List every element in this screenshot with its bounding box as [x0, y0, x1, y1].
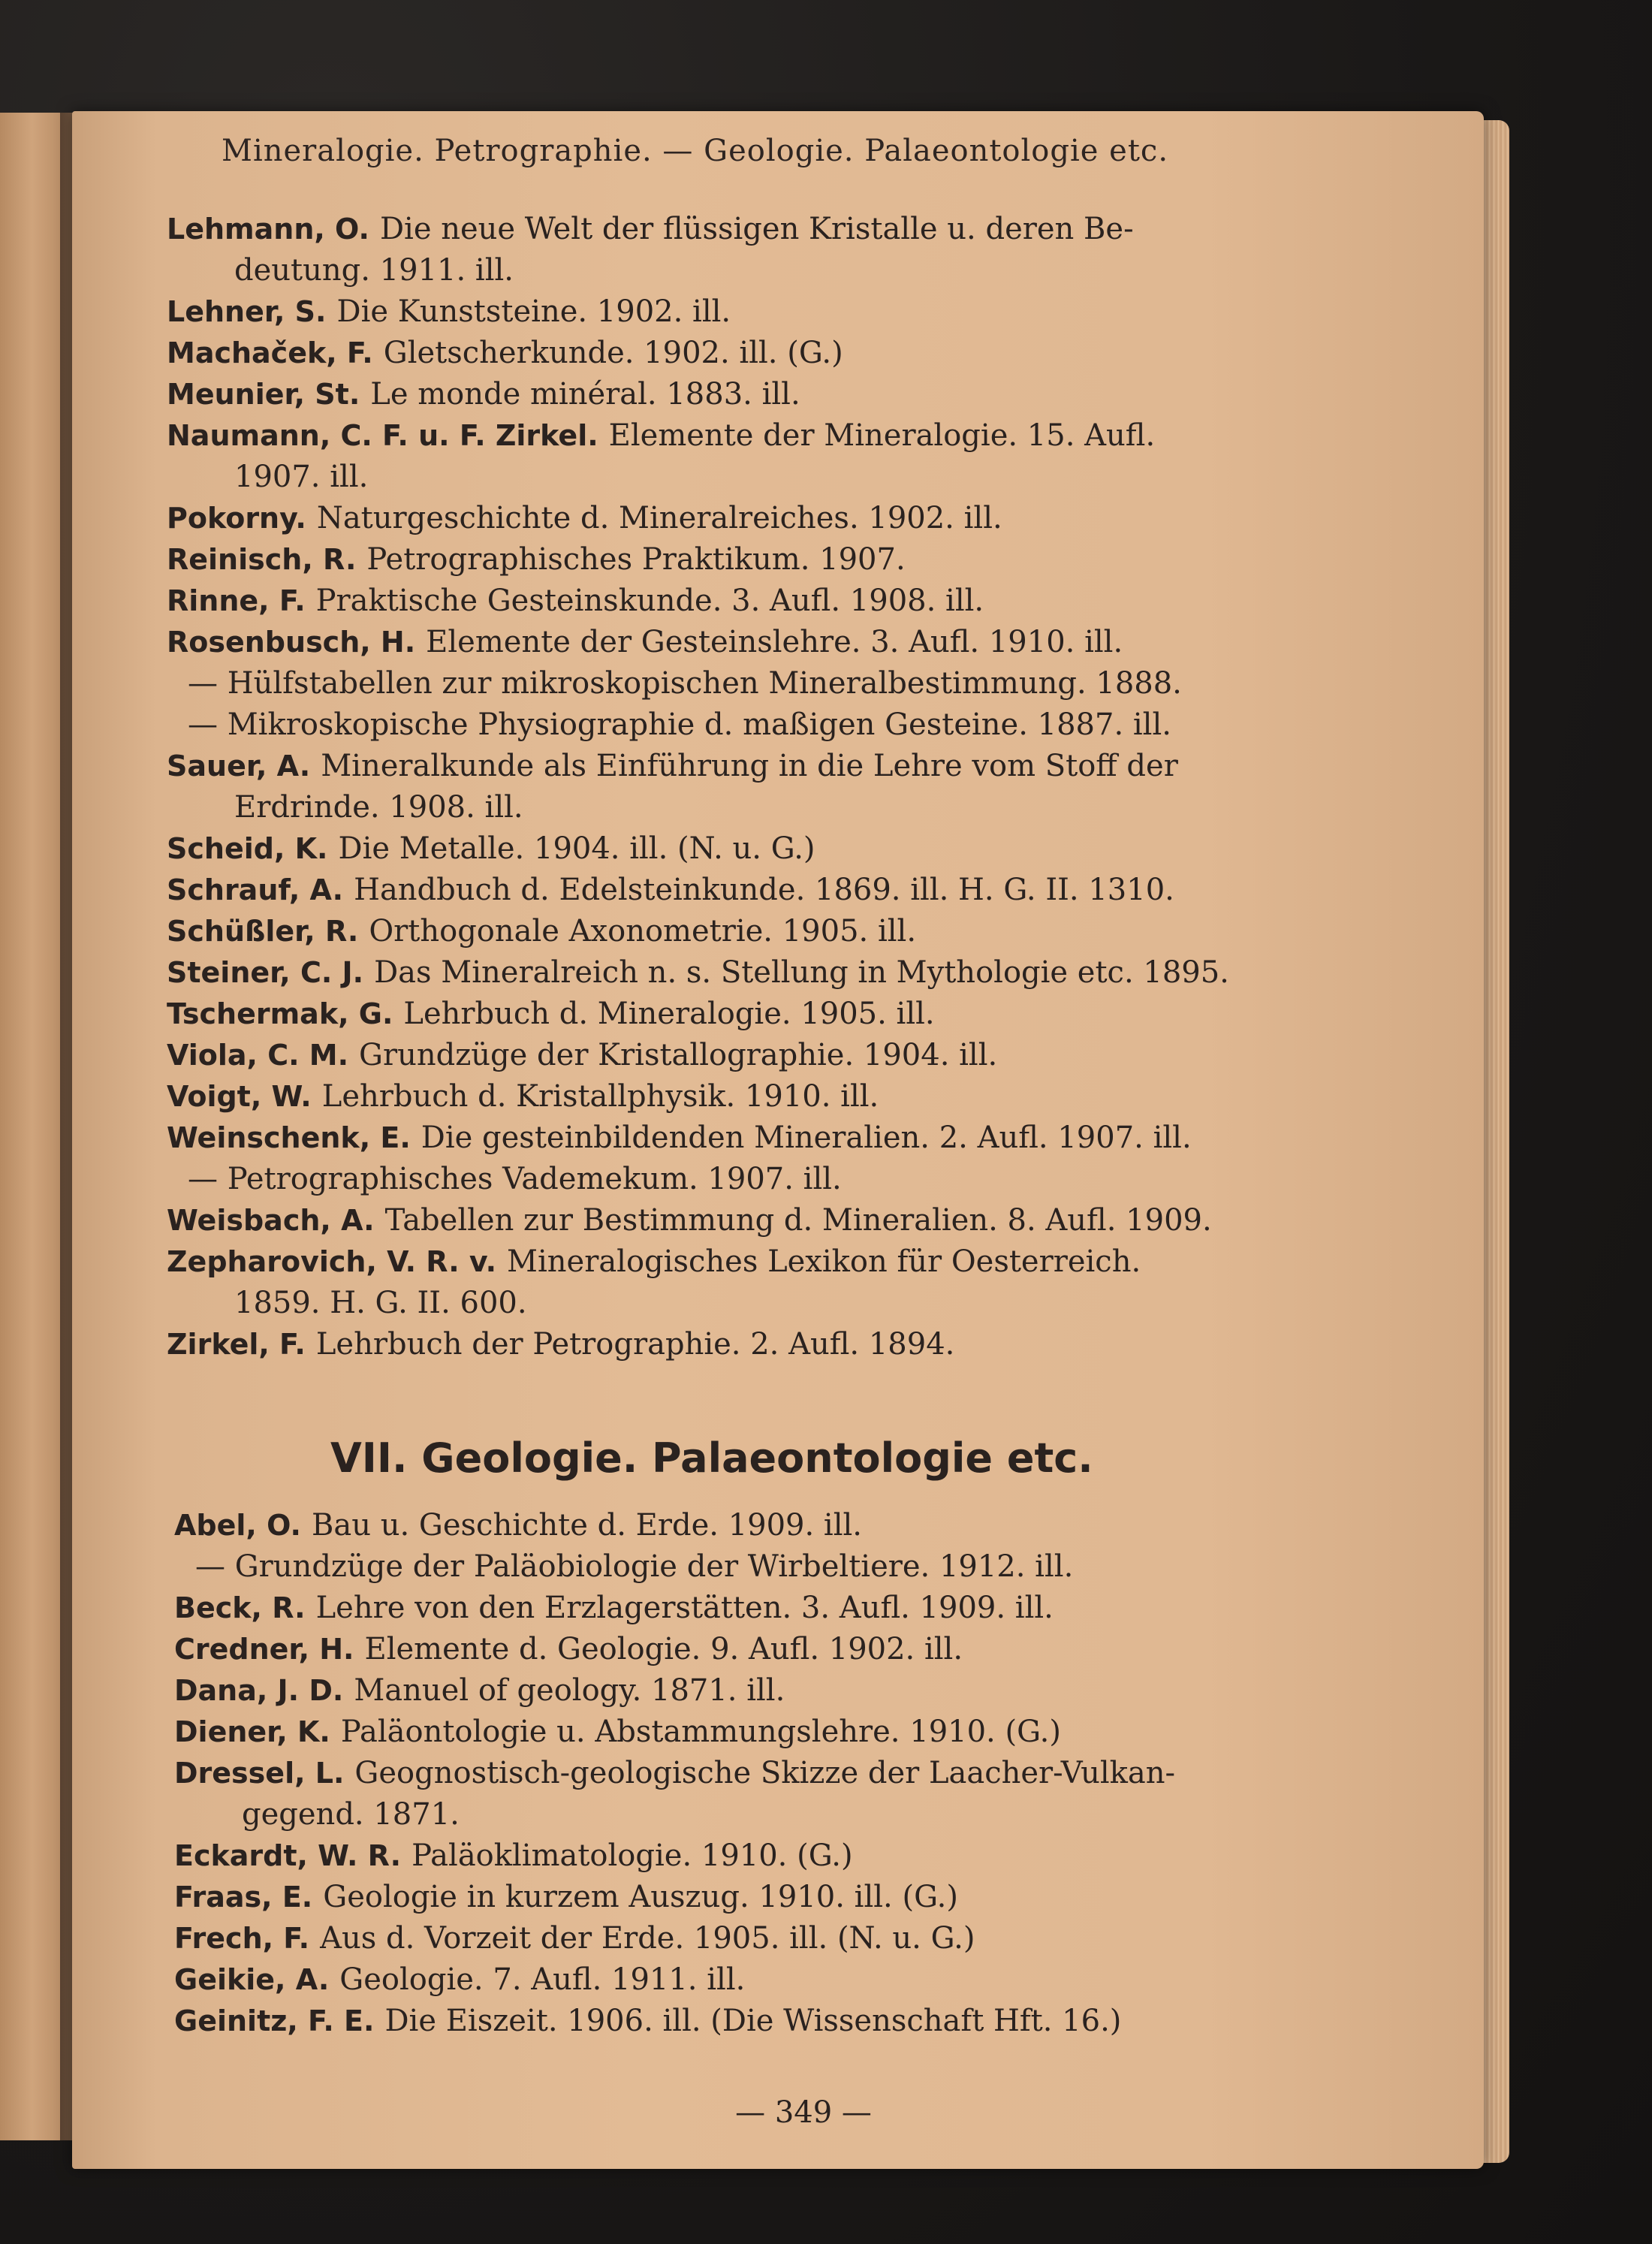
entry-author: Abel, O. [174, 1509, 301, 1542]
entry-title: Tabellen zur Bestimmung d. Mineralien. 8. Aufl. 1909. [384, 1203, 1212, 1238]
entry-author: Steiner, C. J. [167, 956, 364, 989]
entry-title: Lehrbuch d. Mineralogie. 1905. ill. [403, 997, 935, 1031]
entry-author: Eckardt, W. R. [174, 1839, 402, 1872]
entry-author: Scheid, K. [167, 832, 328, 865]
entry-author: Diener, K. [174, 1715, 330, 1748]
entry-author: Geikie, A. [174, 1963, 330, 1996]
entry-title: — Mikroskopische Physiographie d. maßigen Gesteine. 1887. ill. [188, 707, 1171, 742]
bibliography-entry [167, 250, 1316, 291]
entry-author: Dressel, L. [174, 1757, 345, 1790]
entry-author: Beck, R. [174, 1591, 306, 1624]
entry-author: Reinisch, R. [167, 543, 357, 576]
bibliography-entry [167, 622, 1316, 663]
bibliography-entry [167, 1241, 1316, 1283]
bibliography-entry [167, 209, 1316, 250]
bibliography-entry [167, 911, 1316, 952]
bibliography-entry [167, 581, 1316, 622]
entry-title: Erdrinde. 1908. ill. [234, 790, 523, 825]
entry-author: Geinitz, F. E. [174, 2004, 375, 2037]
bibliography-entry [167, 457, 1316, 498]
entry-author: Tschermak, G. [167, 997, 393, 1030]
bibliography-entry [167, 870, 1316, 911]
bibliography-entry [167, 1324, 1316, 1365]
entry-title: Geologie in kurzem Auszug. 1910. ill. (G.) [323, 1880, 958, 1914]
entry-title: 1859. H. G. II. 600. [234, 1286, 527, 1320]
entry-title: Lehrbuch d. Kristallphysik. 1910. ill. [321, 1079, 879, 1114]
bibliography-entry [167, 539, 1316, 581]
bibliography-entry [167, 333, 1316, 374]
running-head: Mineralogie. Petrographie. — Geologie. Palaeontologie etc. [222, 134, 1169, 168]
bibliography-entry [167, 952, 1316, 994]
entry-title: Geologie. 7. Aufl. 1911. ill. [339, 1962, 746, 1997]
entry-author: Meunier, St. [167, 378, 360, 411]
bibliography-list-mineralogy [167, 209, 1316, 1365]
entry-author: Naumann, C. F. u. F. Zirkel. [167, 419, 598, 452]
entry-author: Weinschenk, E. [167, 1121, 411, 1154]
bibliography-entry [174, 1794, 1323, 1835]
bibliography-entry [167, 994, 1316, 1035]
entry-title: deutung. 1911. ill. [234, 253, 514, 288]
bibliography-entry [174, 1712, 1323, 1753]
bibliography-entry [167, 1035, 1316, 1076]
entry-title: Die Kunststeine. 1902. ill. [336, 294, 731, 329]
bibliography-entry [167, 1076, 1316, 1117]
bibliography-entry [174, 1877, 1323, 1918]
bibliography-entry [167, 704, 1316, 746]
bibliography-entry [167, 1117, 1316, 1159]
bibliography-entry [167, 1159, 1316, 1200]
entry-title: Handbuch d. Edelsteinkunde. 1869. ill. H. G. II. 1310. [354, 873, 1174, 907]
entry-title: Die Metalle. 1904. ill. (N. u. G.) [338, 831, 815, 866]
entry-title: Grundzüge der Kristallographie. 1904. ill. [359, 1038, 998, 1072]
entry-title: Geognostisch-geologische Skizze der Laacher-Vulkan- [354, 1756, 1176, 1790]
entry-title: Das Mineralreich n. s. Stellung in Mythologie etc. 1895. [374, 955, 1229, 990]
bibliography-entry [174, 1835, 1323, 1877]
entry-author: Viola, C. M. [167, 1039, 349, 1072]
entry-title: Le monde minéral. 1883. ill. [370, 377, 800, 412]
entry-author: Sauer, A. [167, 750, 311, 783]
bibliography-list-geology [174, 1505, 1323, 2042]
previous-page-edge [0, 113, 64, 2140]
bibliography-entry [174, 1629, 1323, 1670]
entry-author: Machaček, F. [167, 336, 373, 369]
entry-author: Fraas, E. [174, 1881, 313, 1914]
entry-title: Die neue Welt der flüssigen Kristalle u. deren Be- [379, 212, 1134, 246]
bibliography-entry [167, 787, 1316, 828]
entry-title: Orthogonale Axonometrie. 1905. ill. [369, 914, 917, 949]
entry-author: Zirkel, F. [167, 1328, 306, 1361]
entry-author: Lehmann, O. [167, 213, 369, 246]
entry-title: Lehre von den Erzlagerstätten. 3. Aufl. 1909. ill. [315, 1591, 1054, 1625]
bibliography-entry [174, 1546, 1323, 1588]
entry-title: Elemente d. Geologie. 9. Aufl. 1902. ill. [364, 1632, 963, 1666]
bibliography-entry [174, 1670, 1323, 1712]
entry-title: Paläontologie u. Abstammungslehre. 1910. (G.) [340, 1715, 1061, 1749]
entry-title: Die gesteinbildenden Mineralien. 2. Aufl. 1907. ill. [421, 1120, 1192, 1155]
section-heading: VII. Geologie. Palaeontologie etc. [330, 1434, 1093, 1482]
entry-title: Mineralogisches Lexikon für Oesterreich. [507, 1244, 1141, 1279]
entry-author: Rosenbusch, H. [167, 626, 416, 659]
bibliography-entry [167, 374, 1316, 415]
bibliography-entry [167, 663, 1316, 704]
entry-title: Gletscherkunde. 1902. ill. (G.) [383, 336, 843, 370]
entry-title: — Hülfstabellen zur mikroskopischen Mineralbestimmung. 1888. [188, 666, 1182, 701]
bibliography-entry [174, 1918, 1323, 1959]
entry-author: Pokorny. [167, 502, 306, 535]
bibliography-entry [167, 1200, 1316, 1241]
entry-author: Schüßler, R. [167, 915, 359, 948]
page-number: — 349 — [735, 2095, 872, 2130]
entry-title: Praktische Gesteinskunde. 3. Aufl. 1908. ill. [315, 584, 984, 618]
bibliography-entry [167, 498, 1316, 539]
entry-title: Mineralkunde als Einführung in die Lehre vom Stoff der [321, 749, 1178, 783]
entry-author: Lehner, S. [167, 295, 327, 328]
bibliography-entry [167, 291, 1316, 333]
entry-title: Elemente der Mineralogie. 15. Aufl. [608, 418, 1156, 453]
entry-title: Petrographisches Praktikum. 1907. [366, 542, 906, 577]
entry-title: 1907. ill. [234, 460, 369, 494]
bibliography-entry [174, 1959, 1323, 2001]
entry-title: Naturgeschichte d. Mineralreiches. 1902. ill. [316, 501, 1002, 535]
entry-title: — Petrographisches Vademekum. 1907. ill. [188, 1162, 842, 1196]
entry-title: Aus d. Vorzeit der Erde. 1905. ill. (N. u. G.) [320, 1921, 975, 1956]
bibliography-entry [167, 1283, 1316, 1324]
entry-author: Zepharovich, V. R. v. [167, 1245, 497, 1278]
entry-author: Dana, J. D. [174, 1674, 344, 1707]
entry-author: Voigt, W. [167, 1080, 312, 1113]
bibliography-entry [174, 1505, 1323, 1546]
bibliography-entry [167, 415, 1316, 457]
entry-author: Credner, H. [174, 1633, 354, 1666]
entry-title: Elemente der Gesteinslehre. 3. Aufl. 1910. ill. [426, 625, 1123, 659]
entry-title: Die Eiszeit. 1906. ill. (Die Wissenschaft Hft. 16.) [384, 2004, 1122, 2038]
entry-author: Weisbach, A. [167, 1204, 375, 1237]
bibliography-entry [174, 1588, 1323, 1629]
entry-author: Frech, F. [174, 1922, 310, 1955]
entry-author: Rinne, F. [167, 584, 306, 617]
entry-title: Bau u. Geschichte d. Erde. 1909. ill. [311, 1508, 863, 1543]
bibliography-entry [167, 746, 1316, 787]
bibliography-entry [174, 1753, 1323, 1794]
bibliography-entry [174, 2001, 1323, 2042]
entry-author: Schrauf, A. [167, 873, 344, 906]
bibliography-entry [167, 828, 1316, 870]
entry-title: Manuel of geology. 1871. ill. [354, 1673, 785, 1708]
entry-title: gegend. 1871. [242, 1797, 460, 1832]
entry-title: Paläoklimatologie. 1910. (G.) [411, 1838, 853, 1873]
entry-title: Lehrbuch der Petrographie. 2. Aufl. 1894. [315, 1327, 955, 1362]
entry-title: — Grundzüge der Paläobiologie der Wirbeltiere. 1912. ill. [195, 1549, 1074, 1584]
